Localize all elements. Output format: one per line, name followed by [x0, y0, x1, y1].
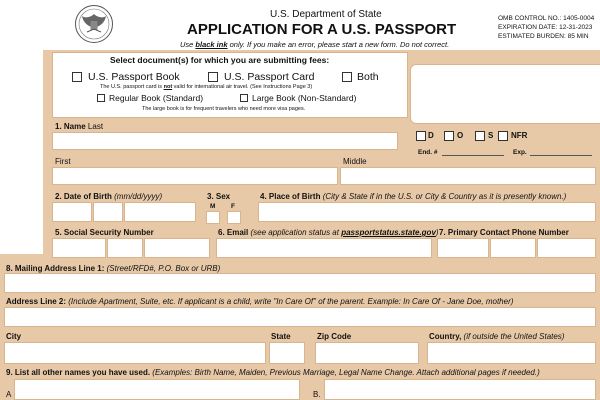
passport-card-label: U.S. Passport Card: [224, 71, 315, 83]
ink-instructions: [180, 40, 449, 49]
passport-card-note: [100, 84, 312, 90]
office-s-checkbox[interactable]: [475, 131, 485, 141]
office-d-label: D: [428, 131, 434, 140]
mail1-number: 8. Mailing Address Line 1:: [6, 264, 105, 273]
email-hint-link: passportstatus.state.gov: [341, 228, 436, 237]
passport-book-checkbox[interactable]: [72, 72, 82, 82]
office-nfr-label: NFR: [511, 131, 528, 140]
dob-day-input[interactable]: [93, 202, 123, 222]
other-name-b-input[interactable]: [324, 379, 596, 400]
state-label: State: [271, 332, 291, 341]
country-input[interactable]: [427, 342, 596, 364]
sex-m-box[interactable]: [206, 211, 220, 224]
other-name-b-label: B.: [313, 390, 321, 399]
ssn-part2-input[interactable]: [107, 238, 143, 258]
sex-m-label: M: [210, 203, 216, 210]
both-label: Both: [357, 71, 379, 83]
other-names-number: 9. List all other names you have used.: [6, 368, 151, 377]
zip-label: Zip Code: [317, 332, 352, 341]
sex-f-box[interactable]: [227, 211, 241, 224]
dob-label: [55, 192, 162, 201]
middle-name-label: Middle: [343, 157, 367, 166]
last-label: Last: [87, 122, 104, 131]
expiration-date: EXPIRATION DATE: 12-31-2023: [498, 24, 593, 31]
pob-label: [260, 192, 566, 201]
first-name-label: First: [55, 157, 71, 166]
middle-name-input[interactable]: [340, 167, 596, 185]
other-names-hint: (Examples: Birth Name, Maiden, Previous Marriage, Legal Name Change. Attach additional pages if needed.): [152, 368, 540, 377]
form-header: [0, 0, 600, 50]
office-use-box: [410, 64, 600, 124]
last-name-input[interactable]: [52, 132, 398, 150]
country-number: Country,: [429, 332, 462, 341]
form-title: APPLICATION FOR A U.S. PASSPORT: [187, 21, 457, 38]
city-input[interactable]: [4, 342, 266, 364]
phone-prefix-input[interactable]: [490, 238, 536, 258]
passport-book-label: U.S. Passport Book: [88, 71, 180, 83]
dob-year-input[interactable]: [124, 202, 196, 222]
regular-book-checkbox[interactable]: [97, 94, 105, 102]
dob-month-input[interactable]: [52, 202, 92, 222]
phone-label: 7. Primary Contact Phone Number: [439, 228, 569, 237]
mailing-address-1-label: [6, 264, 220, 273]
pob-hint: (City & State if in the U.S. or City & Country as it is presently known.): [322, 192, 567, 201]
email-number: 6. Email: [218, 228, 249, 237]
large-book-checkbox[interactable]: [240, 94, 248, 102]
omb-control-number: OMB CONTROL NO.: 1405-0004: [498, 15, 595, 22]
pob-input[interactable]: [258, 202, 596, 222]
regular-book-label: Regular Book (Standard): [109, 93, 204, 103]
state-department-seal: [74, 4, 114, 44]
other-names-label: [6, 368, 540, 377]
address-2-input[interactable]: [4, 307, 596, 327]
email-label: [218, 228, 439, 237]
both-checkbox[interactable]: [342, 72, 352, 82]
address-2-label: [6, 297, 513, 306]
email-input[interactable]: [216, 238, 432, 258]
ssn-part1-input[interactable]: [52, 238, 106, 258]
office-d-checkbox[interactable]: [416, 131, 426, 141]
office-s-label: S: [488, 131, 494, 140]
large-book-note: The large book is for frequent travelers who need more visa pages.: [142, 106, 306, 112]
ink-instructions-post: only. If you make an error, please start a new form. Do not correct.: [227, 40, 450, 49]
office-o-label: O: [457, 131, 464, 140]
card-note-pre: The U.S. passport card is: [100, 84, 164, 90]
email-hint-pre: (see application status at: [250, 228, 342, 237]
country-hint: (if outside the United States): [463, 332, 565, 341]
state-input[interactable]: [269, 342, 305, 364]
endorsement-line: [442, 155, 504, 156]
addr2-hint: (Include Apartment, Suite, etc. If applicant is a child, write "In Care Of" of the parent. Example: In Care Of - Jane Doe, mother): [68, 297, 514, 306]
addr2-number: Address Line 2:: [6, 297, 67, 306]
expiration-office-line: [530, 155, 592, 156]
office-o-checkbox[interactable]: [444, 131, 454, 141]
phone-line-input[interactable]: [537, 238, 596, 258]
mailing-address-1-input[interactable]: [4, 273, 596, 293]
sex-f-label: F: [231, 203, 235, 210]
large-book-label: Large Book (Non-Standard): [252, 93, 357, 103]
department-name: U.S. Department of State: [270, 9, 382, 20]
sex-label: 3. Sex: [207, 192, 231, 201]
card-note-not: not: [163, 84, 173, 90]
endorsement-label: End. #: [418, 149, 438, 156]
card-note-post: valid for international air travel. (See Instructions Page 3): [172, 84, 313, 90]
passport-card-checkbox[interactable]: [208, 72, 218, 82]
zip-input[interactable]: [315, 342, 419, 364]
name-number: 1. Name: [55, 122, 86, 131]
email-hint-post: ): [435, 228, 439, 237]
other-name-a-label: A: [6, 390, 12, 399]
ink-instructions-pre: Use: [180, 40, 196, 49]
estimated-burden: ESTIMATED BURDEN: 85 MIN: [498, 33, 589, 40]
expiration-office-label: Exp.: [513, 149, 527, 156]
ssn-label: 5. Social Security Number: [55, 228, 154, 237]
pob-number: 4. Place of Birth: [260, 192, 321, 201]
phone-area-input[interactable]: [437, 238, 489, 258]
ink-instructions-bold: black ink: [195, 40, 228, 49]
document-selection-heading: Select document(s) for which you are submitting fees:: [110, 55, 330, 65]
city-label: City: [6, 332, 22, 341]
mail1-hint: (Street/RFD#, P.O. Box or URB): [106, 264, 221, 273]
dob-number: 2. Date of Birth: [55, 192, 112, 201]
name-label: [55, 122, 103, 131]
ssn-part3-input[interactable]: [144, 238, 210, 258]
first-name-input[interactable]: [52, 167, 338, 185]
other-name-a-input[interactable]: [14, 379, 300, 400]
dob-hint: (mm/dd/yyyy): [114, 192, 163, 201]
office-nfr-checkbox[interactable]: [498, 131, 508, 141]
country-label: [429, 332, 564, 341]
